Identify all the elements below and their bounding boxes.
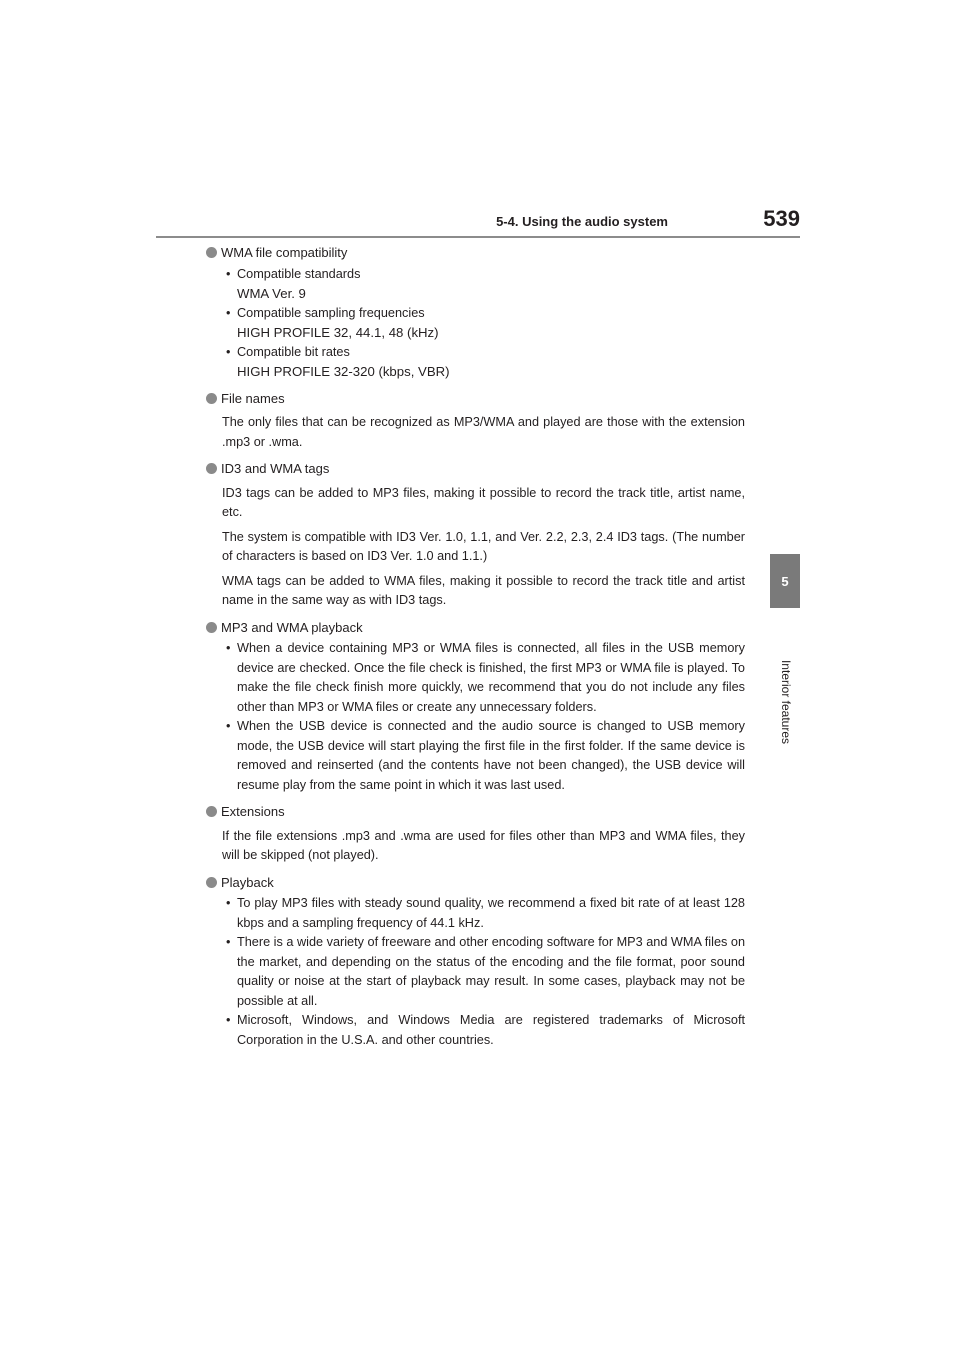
topic-item [222,802,745,866]
sub-item-label: To play MP3 files with steady sound quality, we recommend a fixed bit rate of at least 128 kbps and a sampling frequency of 44.1 kHz. [237,896,745,930]
bullet-dot-icon: • [226,305,231,320]
chapter-label: Interior features [779,659,794,745]
sub-list-item [222,717,745,795]
sub-list-item [222,933,745,1011]
sub-item-label: When a device containing MP3 or WMA files is connected, all files in the USB memory device are checked. Once the file check is finished, the first MP3 or WMA file is played. To make the file check finish more quickly, we recommend that you do not include any files other than MP3 or WMA files or create any unnecessary folders. [237,641,745,714]
sub-item-label: When the USB device is connected and the audio source is changed to USB memory mode, the USB device will start playing the first file in the first folder. If the same device is removed and reinserted (and the contents have not been changed), the USB device will resume play from the same point in which it was last used. [237,719,745,792]
bullet-dot-icon: • [226,896,231,910]
sub-item-value: WMA Ver. 9 [237,286,306,301]
topic-title [221,389,745,409]
bullet-circle-icon [206,247,217,258]
topic-paragraph: The system is compatible with ID3 Ver. 1.0, 1.1, and Ver. 2.2, 2.3, 2.4 ID3 tags. (The number of characters is based on ID3 Ver. 1.0 and 1.1.) [222,529,745,563]
sub-item-label: Microsoft, Windows, and Windows Media are registered trademarks of Microsoft Corporation in the U.S.A. and other countries. [237,1013,745,1047]
topic-title-text: Extensions [221,804,285,819]
chapter-tab [770,554,800,608]
bullet-dot-icon: • [226,719,231,733]
topic-title [221,459,745,479]
sub-list-item [222,894,745,933]
sub-list-item [222,1011,745,1050]
topic-title-text: File names [221,390,285,406]
topic-title [221,243,745,263]
topic-title [221,802,745,822]
bullet-circle-icon [206,393,217,404]
section-title: 5-4. Using the audio system [496,214,668,229]
bullet-dot-icon: • [226,935,231,949]
bullet-circle-icon [206,463,217,474]
sub-list-item [222,639,745,717]
bullet-dot-icon: • [226,1013,231,1027]
sub-list-item [222,343,745,382]
topic-item [222,243,745,382]
topic-title [221,618,745,638]
sub-list-item [222,265,745,304]
sub-item-label: Compatible standards [237,266,361,281]
topic-item [222,618,745,796]
topic-paragraph: The only files that can be recognized as MP3/WMA and played are those with the extension .mp3 or .wma. [222,415,745,449]
chapter-side-label [778,612,794,792]
main-content [222,243,745,1057]
sub-item-label: Compatible sampling frequencies [237,305,425,320]
bullet-circle-icon [206,806,217,817]
page-number: 539 [763,206,800,231]
topic-paragraph: ID3 tags can be added to MP3 files, making it possible to record the track title, artist name, etc. [222,485,745,519]
sub-item-value: HIGH PROFILE 32-320 (kbps, VBR) [237,364,450,379]
topic-title-text: ID3 and WMA tags [221,461,330,476]
sub-list [222,639,745,795]
topic-item [222,459,745,611]
chapter-number: 5 [781,573,789,589]
sub-item-label: Compatible bit rates [237,344,350,359]
bullet-dot-icon: • [226,344,231,359]
topic-item [222,389,745,453]
sub-item-value: HIGH PROFILE 32, 44.1, 48 (kHz) [237,325,439,340]
sub-list-item [222,304,745,343]
topic-title-text: MP3 and WMA playback [221,619,363,635]
sub-item-label: There is a wide variety of freeware and other encoding software for MP3 and WMA files on the market, and depending on the status of the encoding and the file format, poor sound quality or noise at the start of playback may result. In some cases, playback may not be possible at all. [237,935,745,1008]
sub-list [222,265,745,382]
topic-paragraph: If the file extensions .mp3 and .wma are used for files other than MP3 and WMA files, they will be skipped (not played). [222,828,745,862]
topic-title-text: Playback [221,874,274,890]
bullet-dot-icon: • [226,641,231,655]
bullet-dot-icon: • [226,266,231,281]
topic-title-text: WMA file compatibility [221,245,348,260]
bullet-circle-icon [206,877,217,888]
topic-title [221,873,745,893]
sub-list [222,894,745,1050]
topic-item [222,873,745,1051]
bullet-circle-icon [206,622,217,633]
topic-paragraph: WMA tags can be added to WMA files, making it possible to record the track title and artist name in the same way as with ID3 tags. [222,573,745,607]
page-header [156,200,800,238]
